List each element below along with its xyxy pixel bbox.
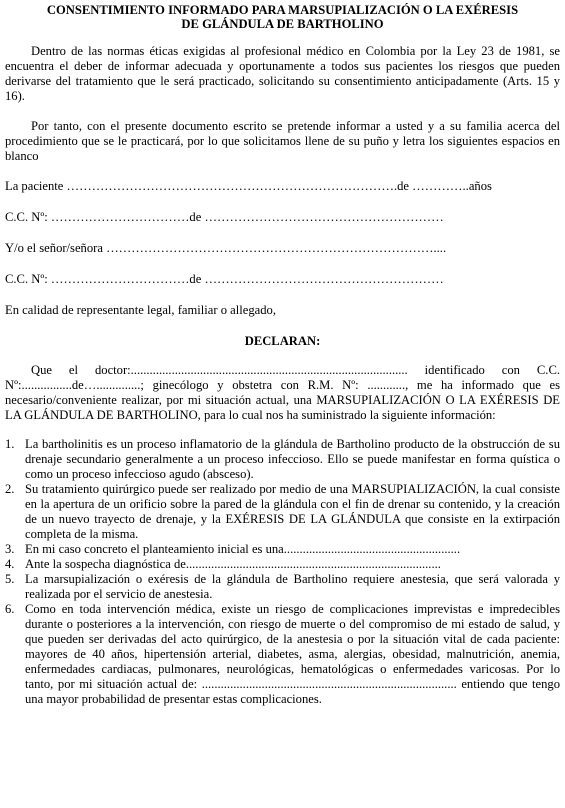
list-item-number: 5.	[5, 572, 15, 586]
list-item	[5, 482, 560, 542]
guardian-id-field[interactable]: C.C. Nº: ……………………………de …………………………………………………	[5, 272, 444, 286]
list-item-text: La bartholinitis es un proceso inflamatorio de la glándula de Bartholino producto de la obstrucción de su drenaje secundario generalmente a un proceso infeccioso. Ello se puede manifestar en forma quística o como un proceso infeccioso agudo (absceso).	[25, 437, 560, 481]
list-item-text: La marsupialización o exéresis de la glándula de Bartholino requiere anestesia, que será valorada y realizada por el servicio de anestesia.	[25, 572, 560, 601]
list-item-number: 4.	[5, 557, 15, 571]
list-item-number: 2.	[5, 482, 15, 496]
declare-heading: DECLARAN:	[244, 334, 321, 348]
list-item	[5, 542, 560, 557]
guardian-name-field[interactable]: Y/o el señor/señora ……………………………………………………………………....	[5, 241, 447, 255]
list-item-text[interactable]: En mi caso concreto el planteamiento inicial es una........................................................	[25, 542, 461, 556]
document-title-line-1: CONSENTIMIENTO INFORMADO PARA MARSUPIALIZACIÓN O LA EXÉRESIS	[46, 3, 519, 17]
patient-name-field[interactable]: La paciente …………………………………………………………………….de …………..años	[5, 179, 492, 193]
list-item-number: 6.	[5, 602, 15, 616]
doctor-paragraph: Que el doctor:........................................................................................ identificado con C.C. Nº:................de…..............; ginecólogo y obstetra con R.M. Nº: ............, me ha informado que es necesario/conveniente realizar, por mi situación actual, una MARSUPIALIZACIÓN O LA EXÉRESIS DE LA GLÁNDULA DE BARTHOLINO, para lo cual nos ha suministrado la siguiente información:	[5, 363, 560, 422]
list-item-text: Como en toda intervención médica, existe un riesgo de complicaciones imprevistas e impredecibles durante o posteriores a la intervención, con riesgo de muerte o del compromiso de mi estado de salud, y que pueden ser derivadas del acto quirúrgico, de la anestesia o por la situación vital de cada paciente: mayores de 40 años, hipertensión arterial, diabetes, asma, alergias, obesidad, malnutrición, anemia, enfermedades cardiacas, pulmonares, neurológicas, hematológicas o enfermedades varicosas. Por lo tanto, por mi situación actual de: ................................................................................. entiendo que tengo una mayor probabilidad de presentar estas complicaciones.	[25, 602, 560, 706]
list-item	[5, 572, 560, 602]
capacity-statement: En calidad de representante legal, familiar o allegado,	[5, 303, 276, 317]
list-item-text: Su tratamiento quirúrgico puede ser realizado por medio de una MARSUPIALIZACIÓN, la cual consiste en la apertura de un orificio sobre la pared de la glándula con el fin de drenar su contenido, y la creación de un nuevo trayecto de drenaje, y la EXÉRESIS DE LA GLÁNDULA que consiste en la extirpación completa de la misma.	[25, 482, 560, 541]
list-item-text[interactable]: Ante la sospecha diagnóstica de.................................................................................	[25, 557, 441, 571]
purpose-paragraph: Por tanto, con el presente documento escrito se pretende informar a usted y a su familia acerca del procedimiento que se le practicará, por lo que solicitamos llene de su puño y letra los siguientes espacios en blanco	[5, 119, 560, 163]
patient-id-field[interactable]: C.C. Nº: ……………………………de …………………………………………………	[5, 210, 444, 224]
information-list	[5, 437, 560, 707]
list-item	[5, 557, 560, 572]
document-title-line-2: DE GLÁNDULA DE BARTHOLINO	[181, 17, 384, 31]
list-item-number: 3.	[5, 542, 15, 556]
list-item	[5, 602, 560, 707]
list-item-number: 1.	[5, 437, 15, 451]
intro-paragraph: Dentro de las normas éticas exigidas al profesional médico en Colombia por la Ley 23 de 1981, se encuentra el deber de informar adecuada y oportunamente a todos sus pacientes los riesgos que pueden derivarse del tratamiento que le será practicado, solicitando su consentimiento anticipadamente (Arts. 15 y 16).	[5, 44, 560, 103]
list-item	[5, 437, 560, 482]
